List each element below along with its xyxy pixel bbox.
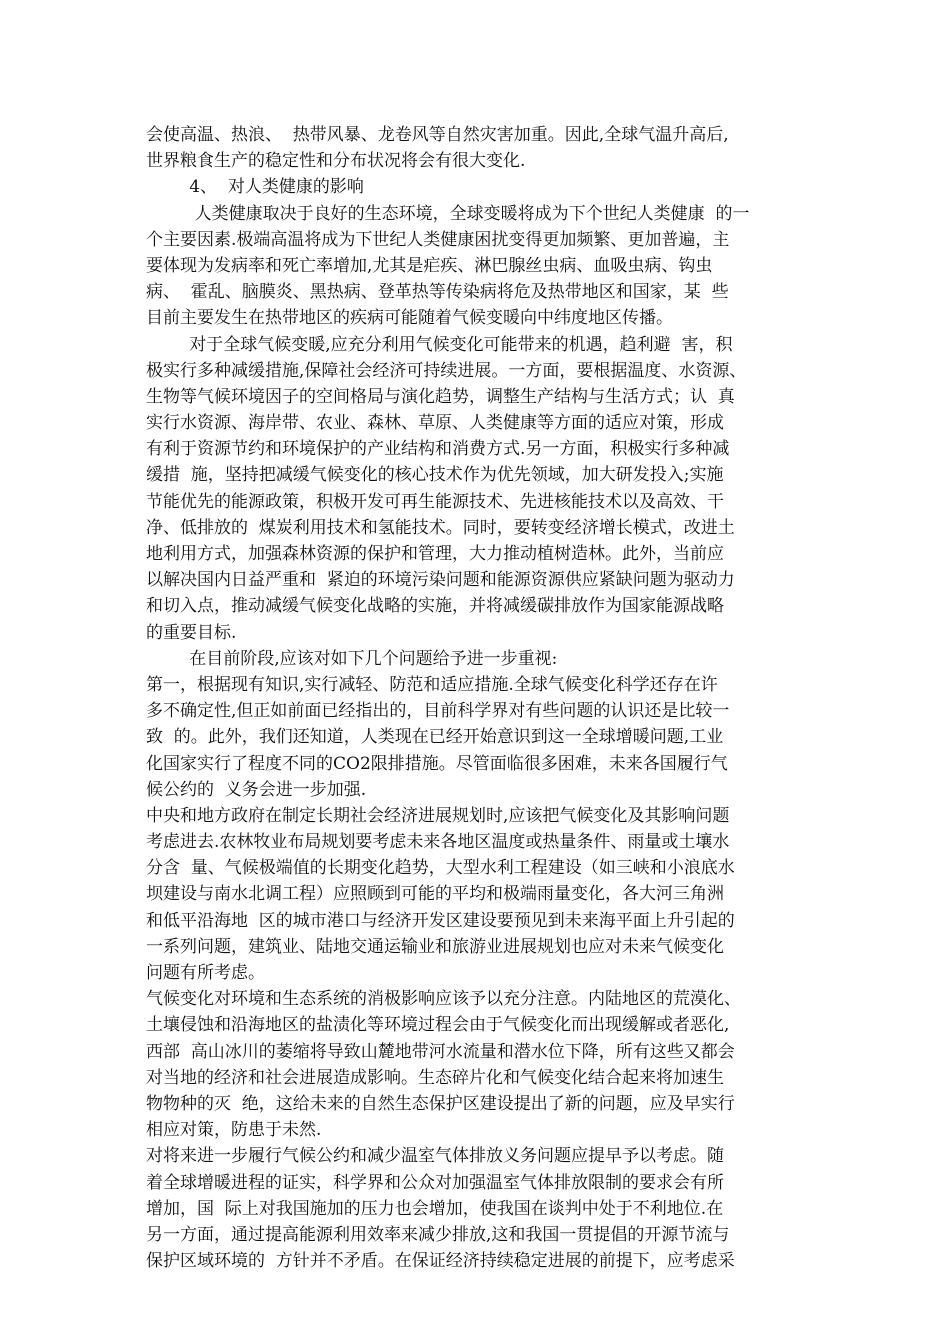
text-line: 另一方面，通过提高能源利用效率来减少排放,这和我国一贯提倡的开源节流与: [146, 1224, 730, 1245]
text-line: 对将来进一步履行气候公约和减少温室气体排放义务问题应提早予以考虑。随: [146, 1146, 724, 1167]
text-line: 分含 量、气候极端值的长期变化趋势，大型水利工程建设（如三峡和小浪底水: [146, 858, 735, 879]
text-line: 考虑进去.农林牧业布局规划要考虑未来各地区温度或热量条件、雨量或土壤水: [146, 832, 730, 853]
text-line: 一系列问题，建筑业、陆地交通运输业和旅游业进展规划也应对未来气候变化: [146, 936, 724, 957]
text-line: 在目前阶段,应该对如下几个问题给予进一步重视:: [146, 648, 558, 669]
text-line: 目前主要发生在热带地区的疾病可能随着气候变暖向中纬度地区传播。: [146, 308, 673, 329]
text-line: 病、 霍乱、脑膜炎、黑热病、登革热等传染病将危及热带地区和国家，某 些: [146, 282, 729, 303]
text-line: 以解决国内日益严重和 紧迫的环境污染问题和能源资源供应紧缺问题为驱动力: [146, 570, 735, 591]
text-line: 中央和地方政府在制定长期社会经济进展规划时,应该把气候变化及其影响问题: [146, 805, 730, 826]
text-line: 化国家实行了程度不同的CO2限排措施。尽管面临很多困难，未来各国履行气: [146, 753, 728, 774]
text-line: 的重要目标.: [146, 622, 237, 643]
text-line: 净、低排放的 煤炭利用技术和氢能技术。同时，要转变经济增长模式，改进土: [146, 517, 735, 538]
text-line: 气候变化对环境和生态系统的消极影响应该予以充分注意。内陆地区的荒漠化、: [146, 989, 741, 1010]
text-line: 物物种的灭 绝，这给未来的自然生态保护区建设提出了新的问题，应及早实行: [146, 1093, 735, 1114]
text-line: 世界粮食生产的稳定性和分布状况将会有很大变化.: [146, 151, 526, 172]
body-text: [146, 122, 806, 1274]
text-line: 对当地的经济和社会进展造成影响。生态碎片化和气候变化结合起来将加速生: [146, 1067, 724, 1088]
section-heading: 4、 对人类健康的影响: [146, 177, 364, 198]
text-line: 问题有所考虑。: [146, 963, 265, 983]
text-line: 节能优先的能源政策，积极开发可再生能源技术、先进核能技术以及高效、干: [146, 491, 724, 512]
text-line: 极实行多种减缓措施,保障社会经济可持续进展。一方面，要根据温度、水资源、: [146, 360, 747, 381]
text-line: 土壤侵蚀和沿海地区的盐渍化等环境过程会由于气候变化而出现缓解或者恶化,: [146, 1015, 730, 1036]
text-line: 个主要因素.极端高温将成为下世纪人类健康困扰变得更加频繁、更加普遍，主: [146, 229, 730, 250]
text-line: 增加，国 际上对我国施加的压力也会增加，使我国在谈判中处于不利地位.在: [146, 1198, 724, 1219]
text-line: 要体现为发病率和死亡率增加,尤其是疟疾、淋巴腺丝虫病、血吸虫病、钩虫: [146, 255, 713, 276]
text-line: 有利于资源节约和环境保护的产业结构和消费方式.另一方面，积极实行多种减: [146, 439, 730, 460]
text-line: 会使高温、热浪、 热带风暴、龙卷风等自然灾害加重。因此,全球气温升高后,: [146, 125, 729, 145]
text-line: 生物等气候环境因子的空间格局与演化趋势，调整生产结构与生活方式；认 真: [146, 386, 735, 407]
text-line: 和切入点，推动减缓气候变化战略的实施，并将减缓碳排放作为国家能源战略: [146, 596, 724, 617]
text-line: 多不确定性,但正如前面已经指出的，目前科学界对有些问题的认识还是比较一: [146, 701, 730, 722]
text-line: 对于全球气候变暖,应充分利用气候变化可能带来的机遇，趋利避 害，积: [146, 334, 733, 355]
text-line: 地利用方式，加强森林资源的保护和管理，大力推动植树造林。此外，当前应: [146, 544, 724, 564]
text-line: 西部 高山冰川的萎缩将导致山麓地带河水流量和潜水位下降，所有这些又都会: [146, 1041, 735, 1062]
text-line: 候公约的 义务会进一步加强.: [146, 779, 367, 800]
text-line: 缓措 施，坚持把减缓气候变化的核心技术作为优先领域，加大研发投入;实施: [146, 465, 724, 486]
text-line: 和低平沿海地 区的城市港口与经济开发区建设要预见到未来海平面上升引起的: [146, 910, 735, 931]
text-line: 坝建设与南水北调工程）应照顾到可能的平均和极端雨量变化，各大河三角洲: [146, 884, 724, 905]
text-line: 着全球增暖进程的证实，科学界和公众对加强温室气体排放限制的要求会有所: [146, 1172, 724, 1193]
text-line: 致 的。此外，我们还知道，人类现在已经开始意识到这一全球增暖问题,工业: [146, 727, 724, 748]
text-line: 相应对策，防患于未然.: [146, 1120, 322, 1141]
text-line: 第一，根据现有知识,实行减轻、防范和适应措施.全球气候变化科学还存在许: [146, 674, 718, 695]
text-line: 实行水资源、海岸带、农业、森林、草原、人类健康等方面的适应对策，形成: [146, 413, 724, 434]
text-line: 保护区域环境的 方针并不矛盾。在保证经济持续稳定进展的前提下，应考虑采: [146, 1251, 735, 1272]
text-line: 人类健康取决于良好的生态环境，全球变暖将成为下个世纪人类健康 的一: [146, 203, 750, 224]
